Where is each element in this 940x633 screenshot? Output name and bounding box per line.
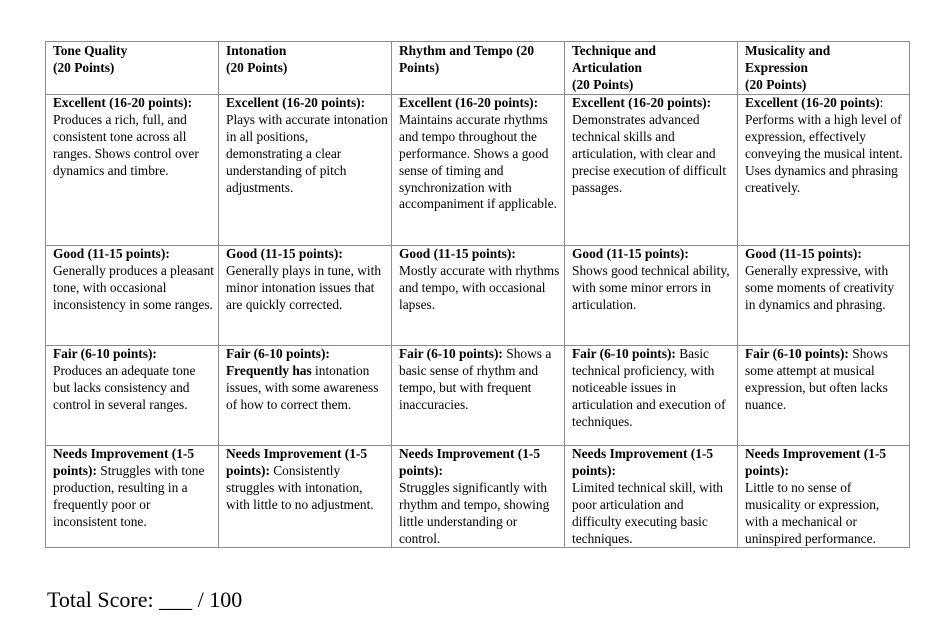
level-label: Fair (6-10 points): — [226, 346, 330, 361]
total-score — [47, 585, 242, 615]
rubric-cell — [738, 446, 910, 548]
rubric-cell — [46, 446, 219, 548]
rubric-cell — [738, 246, 910, 346]
rubric-cell — [219, 346, 392, 446]
criteria-text: Mostly accurate with rhythms and tempo, with occasional lapses. — [399, 262, 560, 312]
rubric-cell — [46, 246, 219, 346]
level-label: Fair (6-10 points): — [745, 346, 849, 361]
total-score-label: Total Score: — [47, 587, 154, 612]
criteria-text: Generally plays in tune, with minor intonation issues that are quickly corrected. — [226, 262, 382, 312]
criteria-text: Generally produces a pleasant tone, with occasional inconsistency in some ranges. — [53, 262, 214, 312]
criteria-text: Struggles significantly with rhythm and tempo, showing little understanding or control. — [399, 479, 550, 546]
rubric-cell — [46, 346, 219, 446]
criteria-text: Limited technical skill, with poor articulation and difficulty executing basic techniques. — [572, 479, 723, 546]
criteria-text: intonation issues, with some awareness of how to correct them. — [226, 362, 379, 412]
criteria-text: Produces an adequate tone but lacks consistency and control in several ranges. — [53, 362, 196, 412]
column-header-technique: Technique and Articulation (20 Points) — [565, 42, 738, 95]
criteria-text: Generally expressive, with some moments of creativity in dynamics and phrasing. — [745, 262, 895, 312]
level-label: Good (11-15 points): — [745, 246, 862, 261]
level-label: Needs Improvement (1-5 points): — [53, 446, 195, 478]
level-label: Excellent (16-20 points): — [399, 95, 539, 110]
total-score-blank[interactable]: ___ — [159, 587, 193, 612]
rubric-cell — [392, 246, 565, 346]
rubric-cell — [219, 446, 392, 548]
criteria-emphasis: Frequently has — [226, 362, 312, 378]
criteria-text: Shows some attempt at musical expression, but often lacks nuance. — [745, 346, 888, 412]
level-label: Excellent (16-20 points): — [53, 95, 193, 110]
level-label: Fair (6-10 points): — [399, 346, 503, 361]
level-label: Good (11-15 points): — [53, 246, 170, 261]
criteria-text: Struggles with tone production, resulting in a frequently poor or inconsistent tone. — [53, 462, 205, 529]
level-label: Fair (6-10 points): — [53, 346, 157, 361]
level-label: Excellent (16-20 points): — [572, 95, 712, 110]
total-score-max: / 100 — [197, 587, 243, 612]
level-label: Good (11-15 points): — [226, 246, 343, 261]
rubric-cell — [392, 346, 565, 446]
criteria-text: Consistently struggles with intonation, with little to no adjustment. — [226, 462, 374, 512]
level-label: Needs Improvement (1-5 points): — [226, 446, 368, 478]
rubric-cell — [219, 246, 392, 346]
criteria-text: Little to no sense of musicality or expression, with a mechanical or uninspired performance. — [745, 479, 880, 546]
rubric-cell — [565, 95, 738, 246]
criteria-text: Maintains accurate rhythms and tempo throughout the performance. Shows a good sense of timing and synchronization with accompaniment if applicable. — [399, 111, 558, 212]
criteria-text: Shows a basic sense of rhythm and tempo, but with frequent inaccuracies. — [399, 346, 552, 412]
level-label: Excellent (16-20 points): — [226, 95, 366, 110]
criteria-text: Basic technical proficiency, with noticeable issues in articulation and execution of techniques. — [572, 346, 726, 429]
column-header-intonation: Intonation (20 Points) — [219, 42, 392, 95]
rubric-cell — [565, 246, 738, 346]
level-label: Needs Improvement (1-5 points): — [399, 446, 541, 478]
level-label: Excellent (16-20 points) — [745, 95, 880, 110]
rubric-cell — [392, 95, 565, 246]
criteria-text: Demonstrates advanced technical skills and articulation, with clear and precise execution of difficult passages. — [572, 111, 727, 195]
column-header-rhythm-tempo: Rhythm and Tempo (20 Points) — [392, 42, 565, 95]
rubric-table — [45, 41, 910, 548]
level-label: Good (11-15 points): — [572, 246, 689, 261]
table-row-fair — [46, 346, 910, 446]
table-row-excellent — [46, 95, 910, 246]
rubric-cell — [565, 446, 738, 548]
level-label: Good (11-15 points): — [399, 246, 516, 261]
level-label: Needs Improvement (1-5 points): — [745, 446, 887, 478]
criteria-text: : Performs with a high level of expression, effectively conveying the musical intent. Uses dynamics and phrasing creatively. — [745, 95, 903, 195]
rubric-cell — [219, 95, 392, 246]
level-label: Fair (6-10 points): — [572, 346, 676, 361]
column-header-musicality: Musicality and Expression (20 Points) — [738, 42, 910, 95]
rubric-cell — [738, 346, 910, 446]
column-header-tone-quality: Tone Quality (20 Points) — [46, 42, 219, 95]
rubric-cell — [46, 95, 219, 246]
table-row-good — [46, 246, 910, 346]
rubric-cell — [738, 95, 910, 246]
level-label: Needs Improvement (1-5 points): — [572, 446, 714, 478]
criteria-text: Produces a rich, full, and consistent tone across all ranges. Shows control over dynamics and timbre. — [53, 111, 199, 178]
table-row-needs-improvement — [46, 446, 910, 548]
header-row — [46, 42, 910, 95]
rubric-cell — [565, 346, 738, 446]
criteria-text: Plays with accurate intonation in all positions, demonstrating a clear understanding of pitch adjustments. — [226, 111, 388, 195]
rubric-cell — [392, 446, 565, 548]
criteria-text: Shows good technical ability, with some minor errors in articulation. — [572, 262, 730, 312]
